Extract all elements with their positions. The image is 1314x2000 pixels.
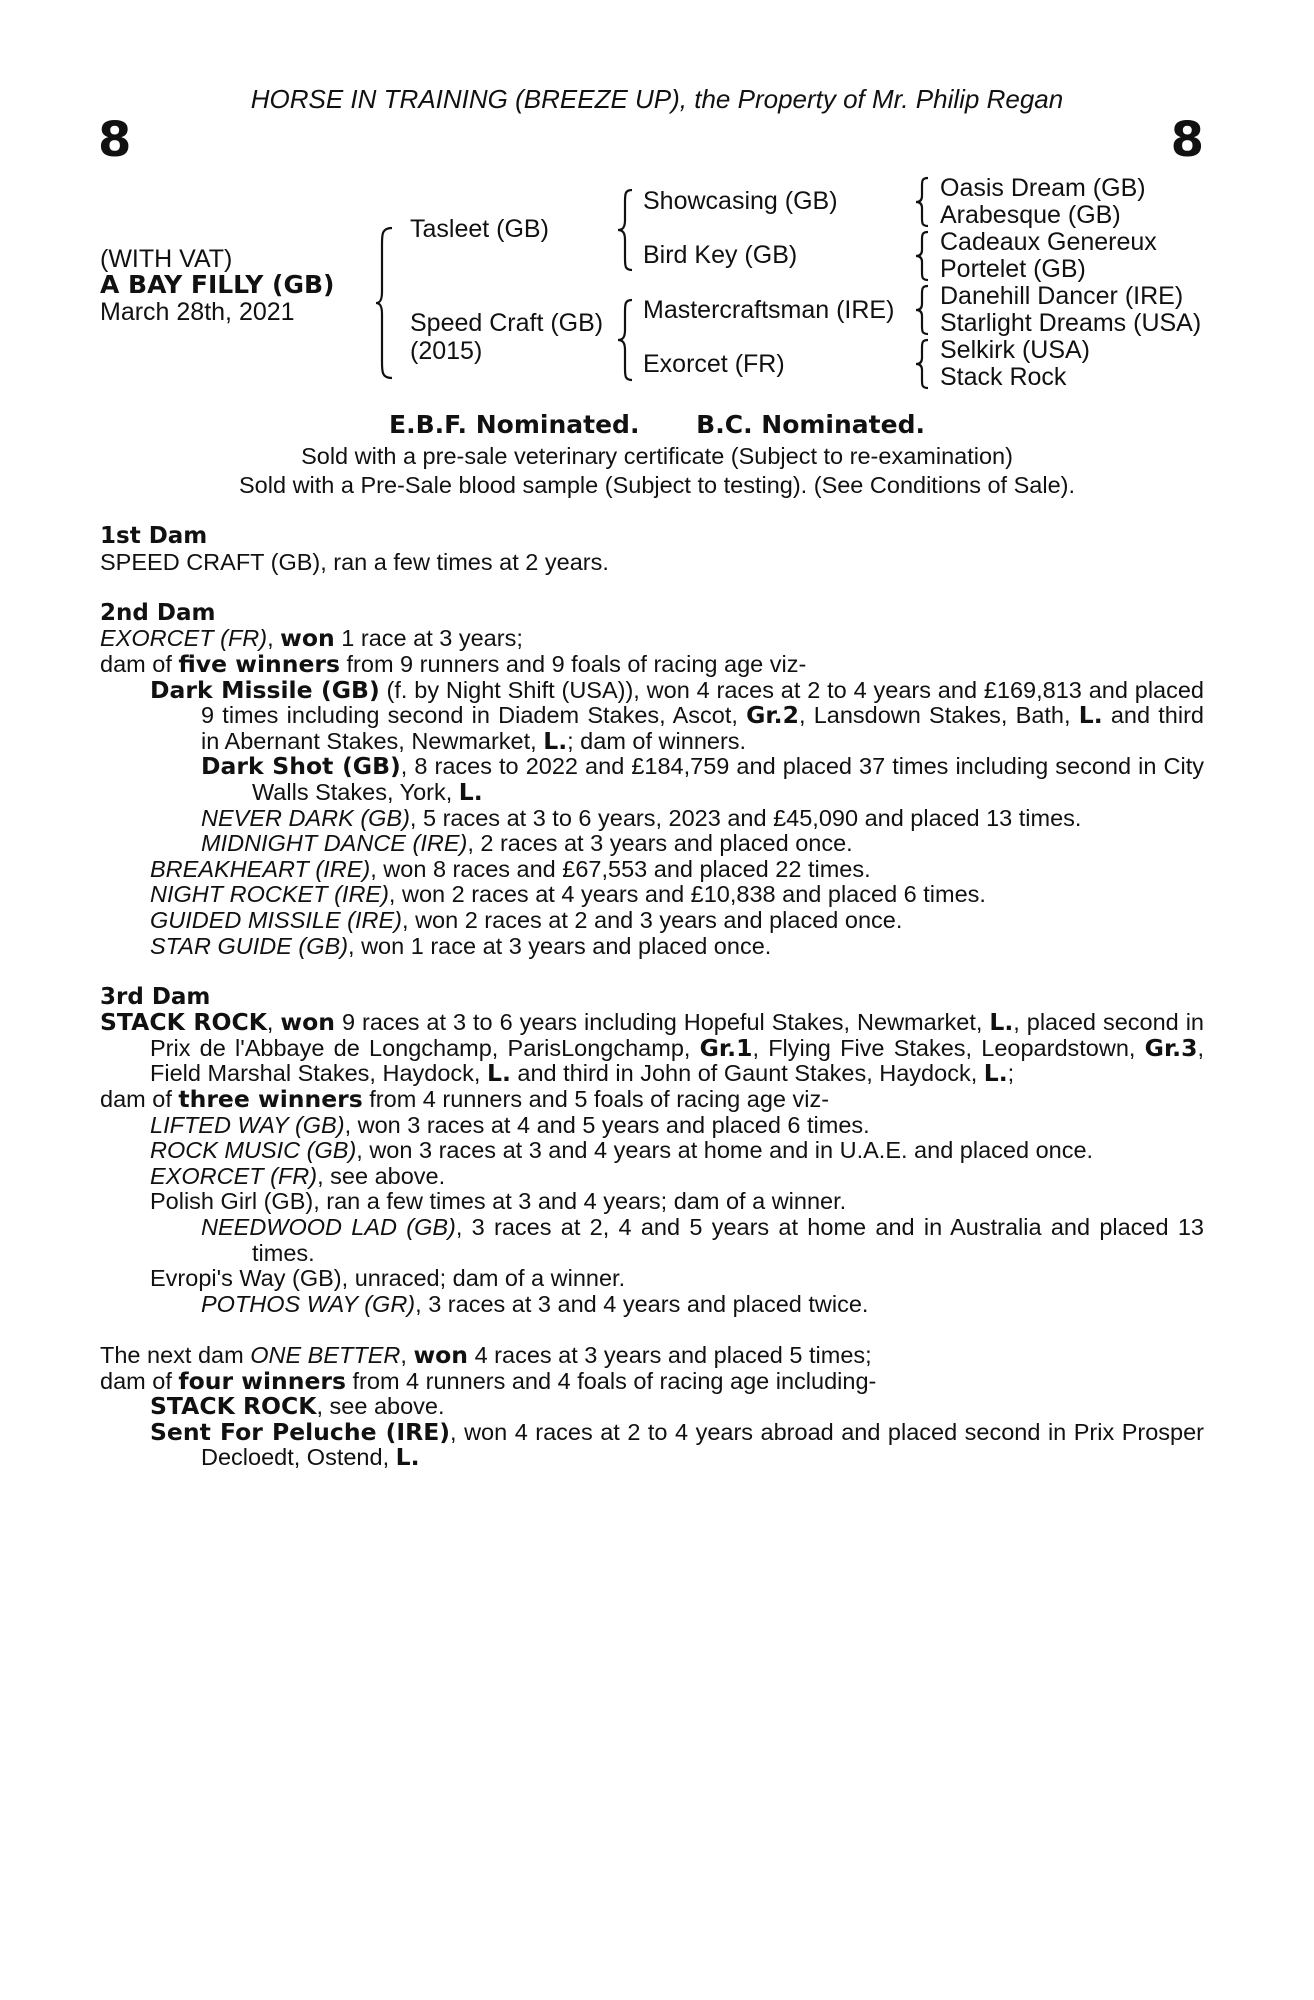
produce-entry: EXORCET (FR), see above. [150,1162,446,1189]
next-dam-produce-summary: dam of four winners from 4 runners and 4 foals of racing age including- [100,1366,877,1395]
pedigree-g3-brace-2 [914,230,930,282]
g3-ancestor: Starlight Dreams (USA) [940,309,1202,337]
third-dam-heading: 3rd Dam [100,983,211,1010]
pedigree-main-brace [376,226,396,380]
third-dam-produce-summary: dam of three winners from 4 runners and 5 foals of racing age viz- [100,1085,830,1114]
second-dam-heading: 2nd Dam [100,599,216,626]
produce-entry: Sent For Peluche (IRE), won 4 races at 2 to 4 years abroad and placed second in Prix Prosper Decloedt, Ostend, L. [150,1417,1204,1472]
sire-sire-name: Showcasing (GB) [643,187,838,215]
vet-certificate-note: Sold with a pre-sale veterinary certificate (Subject to re-examination) [301,443,1013,469]
dam-name: Speed Craft (GB) [410,309,604,337]
pedigree-dam-brace [616,298,636,382]
g3-ancestor: Cadeaux Genereux [940,228,1157,256]
produce-entry: Dark Missile (GB) (f. by Night Shift (USA)), won 4 races at 2 to 4 years and £169,813 and placed 9 times including second in Diadem Stakes, Ascot, Gr.2, Lansdown Stakes, Bath, L. and third in Abernant Stakes, Newmarket, L.; dam of winners. [150,675,1204,755]
sale-header: HORSE IN TRAINING (BREEZE UP), the Property of Mr. Philip Regan [250,84,1064,114]
first-dam-heading: 1st Dam [100,523,208,549]
vat-note: (WITH VAT) [100,245,233,273]
ebf-nomination: E.B.F. Nominated. [389,410,640,439]
lot-number-left: 8 [98,112,132,168]
produce-entry: POTHOS WAY (GR), 3 races at 3 and 4 years and placed twice. [201,1290,869,1317]
produce-entry: BREAKHEART (IRE), won 8 races and £67,553 and placed 22 times. [150,855,871,882]
pedigree-g3-brace-3 [914,284,930,336]
g3-ancestor: Portelet (GB) [940,255,1086,283]
produce-entry: Polish Girl (GB), ran a few times at 3 and 4 years; dam of a winner. [150,1188,847,1215]
dam-sire-name: Mastercraftsman (IRE) [643,296,895,324]
g3-ancestor: Selkirk (USA) [940,336,1091,364]
pedigree-sire-brace [616,188,636,272]
foaling-date: March 28th, 2021 [100,298,295,326]
dam-dam-name: Exorcet (FR) [643,350,785,378]
produce-entry: Dark Shot (GB), 8 races to 2022 and £184,759 and placed 37 times including second in City Walls Stakes, York, L. [201,752,1204,806]
produce-entry: Evropi's Way (GB), unraced; dam of a winner. [150,1265,626,1292]
pedigree-g3-brace-4 [914,338,930,390]
sire-name: Tasleet (GB) [410,215,549,243]
g3-ancestor: Arabesque (GB) [940,201,1121,229]
second-dam-record: EXORCET (FR), won 1 race at 3 years; [100,624,523,653]
second-dam-produce-summary: dam of five winners from 9 runners and 9 foals of racing age viz- [100,649,807,678]
produce-entry: STACK ROCK, see above. [150,1392,445,1421]
produce-entry: STAR GUIDE (GB), won 1 race at 3 years and placed once. [150,932,772,959]
lot-number-right: 8 [1170,112,1204,168]
dam-foaled-year: (2015) [410,337,483,365]
blood-sample-note: Sold with a Pre-Sale blood sample (Subject to testing). (See Conditions of Sale). [239,472,1075,498]
produce-entry: NEEDWOOD LAD (GB), 3 races at 2, 4 and 5 years at home and in Australia and placed 13 times. [201,1214,1204,1266]
nominations [0,410,1314,439]
bc-nomination: B.C. Nominated. [696,410,925,439]
pedigree-g3-brace-1 [914,176,930,228]
catalogue-body [100,524,1204,1471]
produce-entry: LIFTED WAY (GB), won 3 races at 4 and 5 years and placed 6 times. [150,1111,870,1138]
produce-entry: NIGHT ROCKET (IRE), won 2 races at 4 years and £10,838 and placed 6 times. [150,881,986,908]
g3-ancestor: Stack Rock [940,363,1067,391]
g3-ancestor: Danehill Dancer (IRE) [940,282,1184,310]
sire-dam-name: Bird Key (GB) [643,241,798,269]
g3-ancestor: Oasis Dream (GB) [940,174,1146,202]
first-dam-text: SPEED CRAFT (GB), ran a few times at 2 years. [100,548,609,575]
produce-entry: NEVER DARK (GB), 5 races at 3 to 6 years, 2023 and £45,090 and placed 13 times. [201,804,1082,831]
produce-entry: ROCK MUSIC (GB), won 3 races at 3 and 4 years at home and in U.A.E. and placed once. [150,1137,1094,1164]
horse-name: A BAY FILLY (GB) [100,270,335,299]
produce-entry: MIDNIGHT DANCE (IRE), 2 races at 3 years and placed once. [201,830,853,857]
next-dam-record: The next dam ONE BETTER, won 4 races at 3 years and placed 5 times; [100,1341,872,1369]
third-dam-record: STACK ROCK, won 9 races at 3 to 6 years including Hopeful Stakes, Newmarket, L., placed second in Prix de l'Abbaye de Longchamp, ParisLongchamp, Gr.1, Flying Five Stakes, Leopardstown, Gr.3, Field Marshal Stakes, Haydock, L. and third in John of Gaunt Stakes, Haydock, L.; [100,1008,1204,1088]
produce-entry: GUIDED MISSILE (IRE), won 2 races at 2 and 3 years and placed once. [150,906,903,933]
